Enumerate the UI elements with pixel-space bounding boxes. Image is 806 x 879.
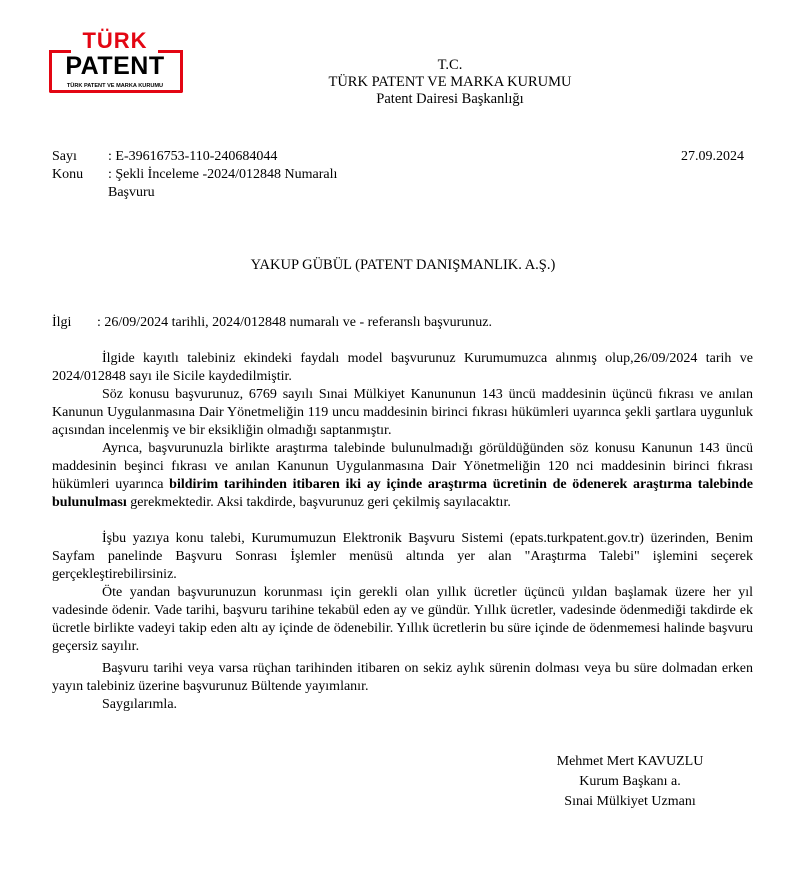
logo-text-patent: PATENT [65, 52, 165, 80]
closing [52, 696, 753, 714]
signatory-title-1: Kurum Başkanı a. [579, 774, 681, 789]
signatory-name: Mehmet Mert KAVUZLU [556, 754, 704, 769]
paragraph-6-text: Başvuru tarihi veya varsa rüçhan tarihinden itibaren on sekiz aylık sürenin dolması veya bu süre dolmadan erken yayın talebiniz üzerine başvurunuz Bültende yayımlanır. [52, 661, 753, 694]
recipient: YAKUP GÜBÜL (PATENT DANIŞMANLIK. A.Ş.) [250, 257, 556, 273]
paragraph-3-text-end: gerekmektedir. Aksi takdirde, başvurunuz geri çekilmiş sayılacaktır. [126, 495, 511, 510]
sayi-value: : E-39616753-110-240684044 [108, 149, 278, 164]
paragraph-2-text: Söz konusu başvurunuz, 6769 sayılı Sınai Mülkiyet Kanununun 143 üncü maddesinin üçüncü fıkrası ve anılan Kanunun Uygulanmasına Dair Yönetmeliğin 119 uncu maddesinin birinci fıkrası hükümleri uyarınca şekli şartlara uygunluk açısından incelenmiş ve bir eksikliğin olmadığı saptanmıştır. [52, 387, 753, 438]
konu-value: : Şekli İnceleme -2024/012848 Numaralı [108, 167, 338, 182]
closing-text: Saygılarımla. [102, 697, 178, 712]
logo-tagline: TÜRK PATENT VE MARKA KURUMU [66, 83, 164, 89]
header-institution: TÜRK PATENT VE MARKA KURUMU [328, 74, 572, 90]
header-department: Patent Dairesi Başkanlığı [376, 91, 524, 107]
document-date: 27.09.2024 [681, 149, 744, 164]
signatory-title-2: Sınai Mülkiyet Uzmanı [564, 794, 696, 809]
paragraph-3-bold: bildirim tarihinden itibaren iki ay içinde araştırma ücretinin de ödenerek araştırma talebinde bulunulması [52, 477, 753, 510]
paragraph-4-text: İşbu yazıya konu talebi, Kurumumuzun Elektronik Başvuru Sistemi (epats.turkpatent.gov.tr) üzerinden, Benim Sayfam panelinde Başvuru Sonrası İşlemler menüsü altında yer alan "Araştırma Talebi" işlemini seçerek gerçekleştirebilirsiniz. [52, 531, 753, 582]
ilgi-label: İlgi [52, 315, 72, 330]
ilgi-value: : 26/09/2024 tarihli, 2024/012848 numaralı ve - referanslı başvurunuz. [97, 315, 493, 330]
paragraph-6 [52, 660, 753, 696]
paragraph-5 [52, 584, 753, 656]
turkpatent-logo [47, 30, 183, 94]
header-tc: T.C. [437, 57, 463, 73]
paragraph-2 [52, 386, 753, 440]
sayi-label: Sayı [52, 149, 77, 164]
paragraph-1-text: İlgide kayıtlı talebiniz ekindeki faydalı model başvurunuz Kurumumuzca alınmış olup,26/09/2024 tarih ve 2024/012848 sayı ile Sicile kaydedilmiştir. [52, 351, 753, 384]
paragraph-5-text: Öte yandan başvurunuzun korunması için gerekli olan yıllık ücretler üçüncü yıldan başlamak üzere her yıl vadesinde ödenir. Vade tarihi, başvuru tarihine tekabül eden ay ve gündür. Yıllık ücretler, vadesinde ödenmediği takdirde ek ücretle birlikte vadeyi takip eden altı ay içinde de ödenebilir. Yıllık ücretlerin bu süre içinde de ödenmemesi halinde başvuru geçersiz sayılır. [52, 585, 753, 654]
paragraph-1 [52, 350, 753, 386]
paragraph-3-text: Ayrıca, başvurunuzla birlikte araştırma talebinde bulunulmadığı görüldüğünden söz konusu Kanunun 143 üncü maddesinin beşinci fıkrası ve anılan Kanunun Uygulanmasına Dair Yönetmeliğin 120 nci maddesinin birinci fıkrası hükümleri uyarınca [52, 441, 753, 492]
logo-text-turk: TÜRK [82, 28, 148, 53]
konu-value-cont: Başvuru [108, 185, 155, 200]
konu-label: Konu [52, 167, 84, 182]
paragraph-4 [52, 530, 753, 584]
paragraph-3 [52, 440, 753, 512]
